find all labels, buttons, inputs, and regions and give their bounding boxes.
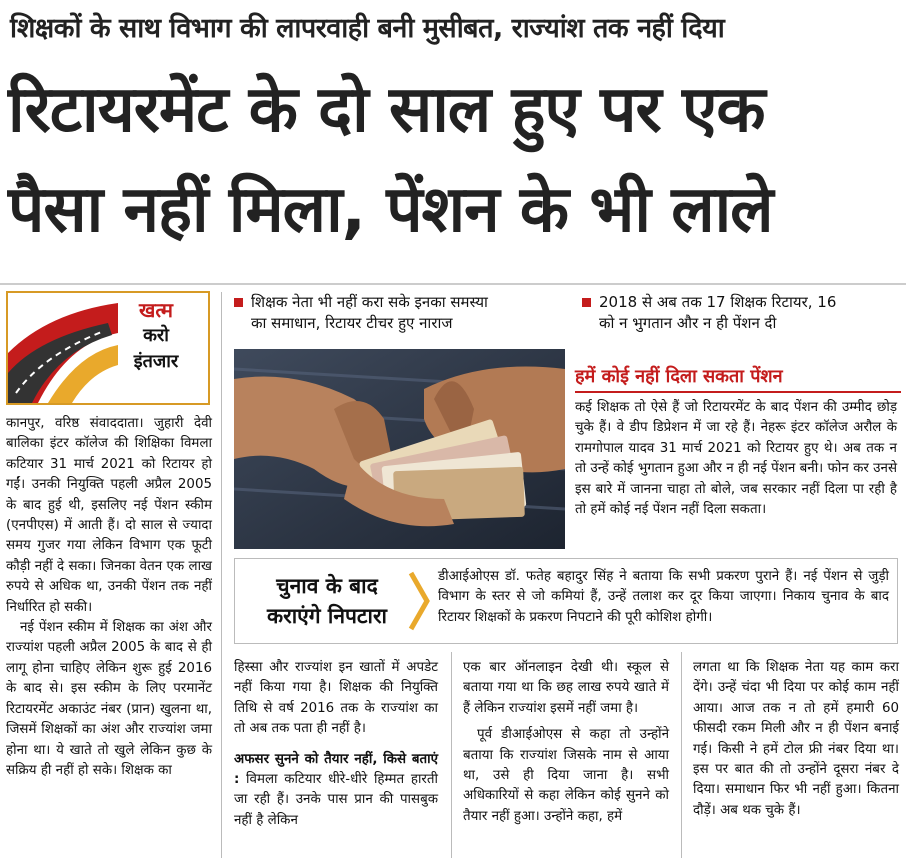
bullet-text: शिक्षक नेता भी नहीं करा सके इनका समस्या <box>251 293 488 311</box>
headline-line-2: पैसा नहीं मिला, पेंशन के भी लाले <box>8 173 773 247</box>
logo-line-3: इंतजार <box>133 351 179 372</box>
band-body: डीआईओएस डॉ. फतेह बहादुर सिंह ने बताया कि सभी प्रकरण पुराने हैं। नई पेंशन से जुड़ी विभाग के स्तर से जो कमियां हैं, उन्हें तलाश कर दूर किया जाएगा। निकाय चुनाव के बाद रिटायर शिक्षकों के प्रकरण निपटाने की पूरी कोशिश होगी। <box>438 569 889 625</box>
paragraph: हिस्सा और राज्यांश इन खातों में अपडेट नहीं किया गया है। शिक्षक की नियुक्ति तिथि से वर्ष 2016 तक के राज्यांश का तो अब तक पता ही नहीं है। <box>234 660 438 737</box>
money-hands-photo <box>234 349 565 549</box>
article-column-4 <box>693 658 899 821</box>
photo-illustration <box>234 349 565 549</box>
article-column-2 <box>234 658 438 831</box>
paragraph: एक बार ऑनलाइन देखी थी। स्कूल से बताया गया था कि छह लाख रुपये खाते में हैं लेकिन राज्यांश इसमें नहीं जमा है। <box>463 660 669 716</box>
paragraph: पूर्व डीआईओएस से कहा तो उन्होंने बताया कि राज्यांश जिसके नाम से आया था, उसे ही दिया जाना है। सभी अधिकारियों से कहा लेकिन कोई सुनने को तैयार नहीं हुआ। उन्होंने कहा, हमें <box>463 727 669 824</box>
band-heading-line-1: चुनाव के बाद <box>276 574 378 598</box>
logo-line-2: करो <box>143 325 169 346</box>
bullet-point-1 <box>234 292 564 334</box>
bullet-icon <box>234 298 243 307</box>
article-column-3 <box>463 658 669 827</box>
column-divider <box>681 652 682 858</box>
column-divider <box>451 652 452 858</box>
road-icon <box>8 293 118 403</box>
bullet-text: 2018 से अब तक 17 शिक्षक रिटायर, 16 <box>599 293 837 311</box>
paragraph: कानपुर, वरिष्ठ संवाददाता। जुहारी देवी बालिका इंटर कॉलेज की शिक्षिका विमला कटियार 31 मार्च 2021 को रिटायर हो गईं। उनकी नियुक्ति पहली अप्रैल 2005 के बाद हुई थी, इसलिए नई पेंशन स्कीम (एनपीएस) में आती हैं। दो साल से ज्यादा समय गुजर गया लेकिन विभाग एक फूटी कौड़ी नहीं दे सका। जिनका वेतन एक लाख रुपये से अधिक था, उनकी पेंशन तक नहीं निर्धारित हो सकी। <box>6 416 212 615</box>
article-column-1 <box>6 414 212 781</box>
paragraph: लगता था कि शिक्षक नेता यह काम करा देंगे। उन्हें चंदा भी दिया पर कोई काम नहीं आया। आज तक न तो हमें हमारी 60 फीसदी रकम मिली और न ही पेंशन बनाई गई। किसी ने हमें टोल फ्री नंबर दिया था। इस पर बात की तो उन्होंने दूसरा नंबर दे दिया। समाधान फिर भी नहीं हुआ। कितना दौड़ें। अब थक चुके हैं। <box>693 660 899 818</box>
subheading: अफसर सुनने को तैयार नहीं, किसे बताएं : <box>234 751 438 788</box>
campaign-logo <box>6 291 210 405</box>
paragraph <box>234 750 438 832</box>
headline-line-1: रिटायरमेंट के दो साल हुए पर एक <box>8 73 765 147</box>
paragraph: नई पेंशन स्कीम में शिक्षक का अंश और राज्यांश पहली अप्रैल 2005 के बाद से ही लागू होना चाहिए लेकिन शुरू हुई 2016 के बाद से। इस स्कीम के लिए परमानेंट रिटायरमेंट अकाउंट नंबर (प्रान) खुलना था, जिसमें शिक्षकों का अंश और राज्यांश जमा होना था। ये खाते तो खुले लेकिन कुछ के सक्रिय ही नहीं हो सके। शिक्षक का <box>6 620 212 778</box>
highlight-band <box>234 558 898 644</box>
divider-rule <box>0 283 906 285</box>
bullet-text: को न भुगतान और न ही पेंशन दी <box>599 314 777 332</box>
paragraph-text: विमला कटियार धीरे-धीरे हिम्मत हारती जा रही हैं। उनके पास प्रान की पासबुक नहीं है लेकिन <box>234 772 438 828</box>
bullet-icon <box>582 298 591 307</box>
band-heading <box>235 559 431 645</box>
kicker-headline: शिक्षकों के साथ विभाग की लापरवाही बनी मुसीबत, राज्यांश तक नहीं दिया <box>10 13 725 44</box>
column-divider <box>221 292 222 858</box>
logo-text <box>110 297 202 375</box>
band-heading-line-2: कराएंगे निपटारा <box>267 604 387 628</box>
logo-line-1: खत्म <box>139 298 173 322</box>
bullet-point-2 <box>582 292 900 334</box>
chevron-right-icon <box>407 571 431 631</box>
bullet-text: का समाधान, रिटायर टीचर हुए नाराज <box>251 314 453 332</box>
box-body: कई शिक्षक तो ऐसे हैं जो रिटायरमेंट के बाद पेंशन की उम्मीद छोड़ चुके हैं। वे डीप डिप्रेशन में जा रहे हैं। नेहरू इंटर कॉलेज अरौल के रामगोपाल यादव 31 मार्च 2021 को रिटायर हुए थे। अब तक न तो उन्हें कोई भुगतान हुआ और न ही नई पेंशन बनी। फोन कर उनसे इस बारे में जानना चाहा तो बोले, जब सरकार नहीं दिला पा रही है तो हमें कोई नई पेंशन नहीं दिला सकता। <box>575 400 897 518</box>
sidebar-story-box <box>565 360 901 554</box>
box-title: हमें कोई नहीं दिला सकता पेंशन <box>575 366 783 387</box>
box-title-rule <box>575 391 901 393</box>
